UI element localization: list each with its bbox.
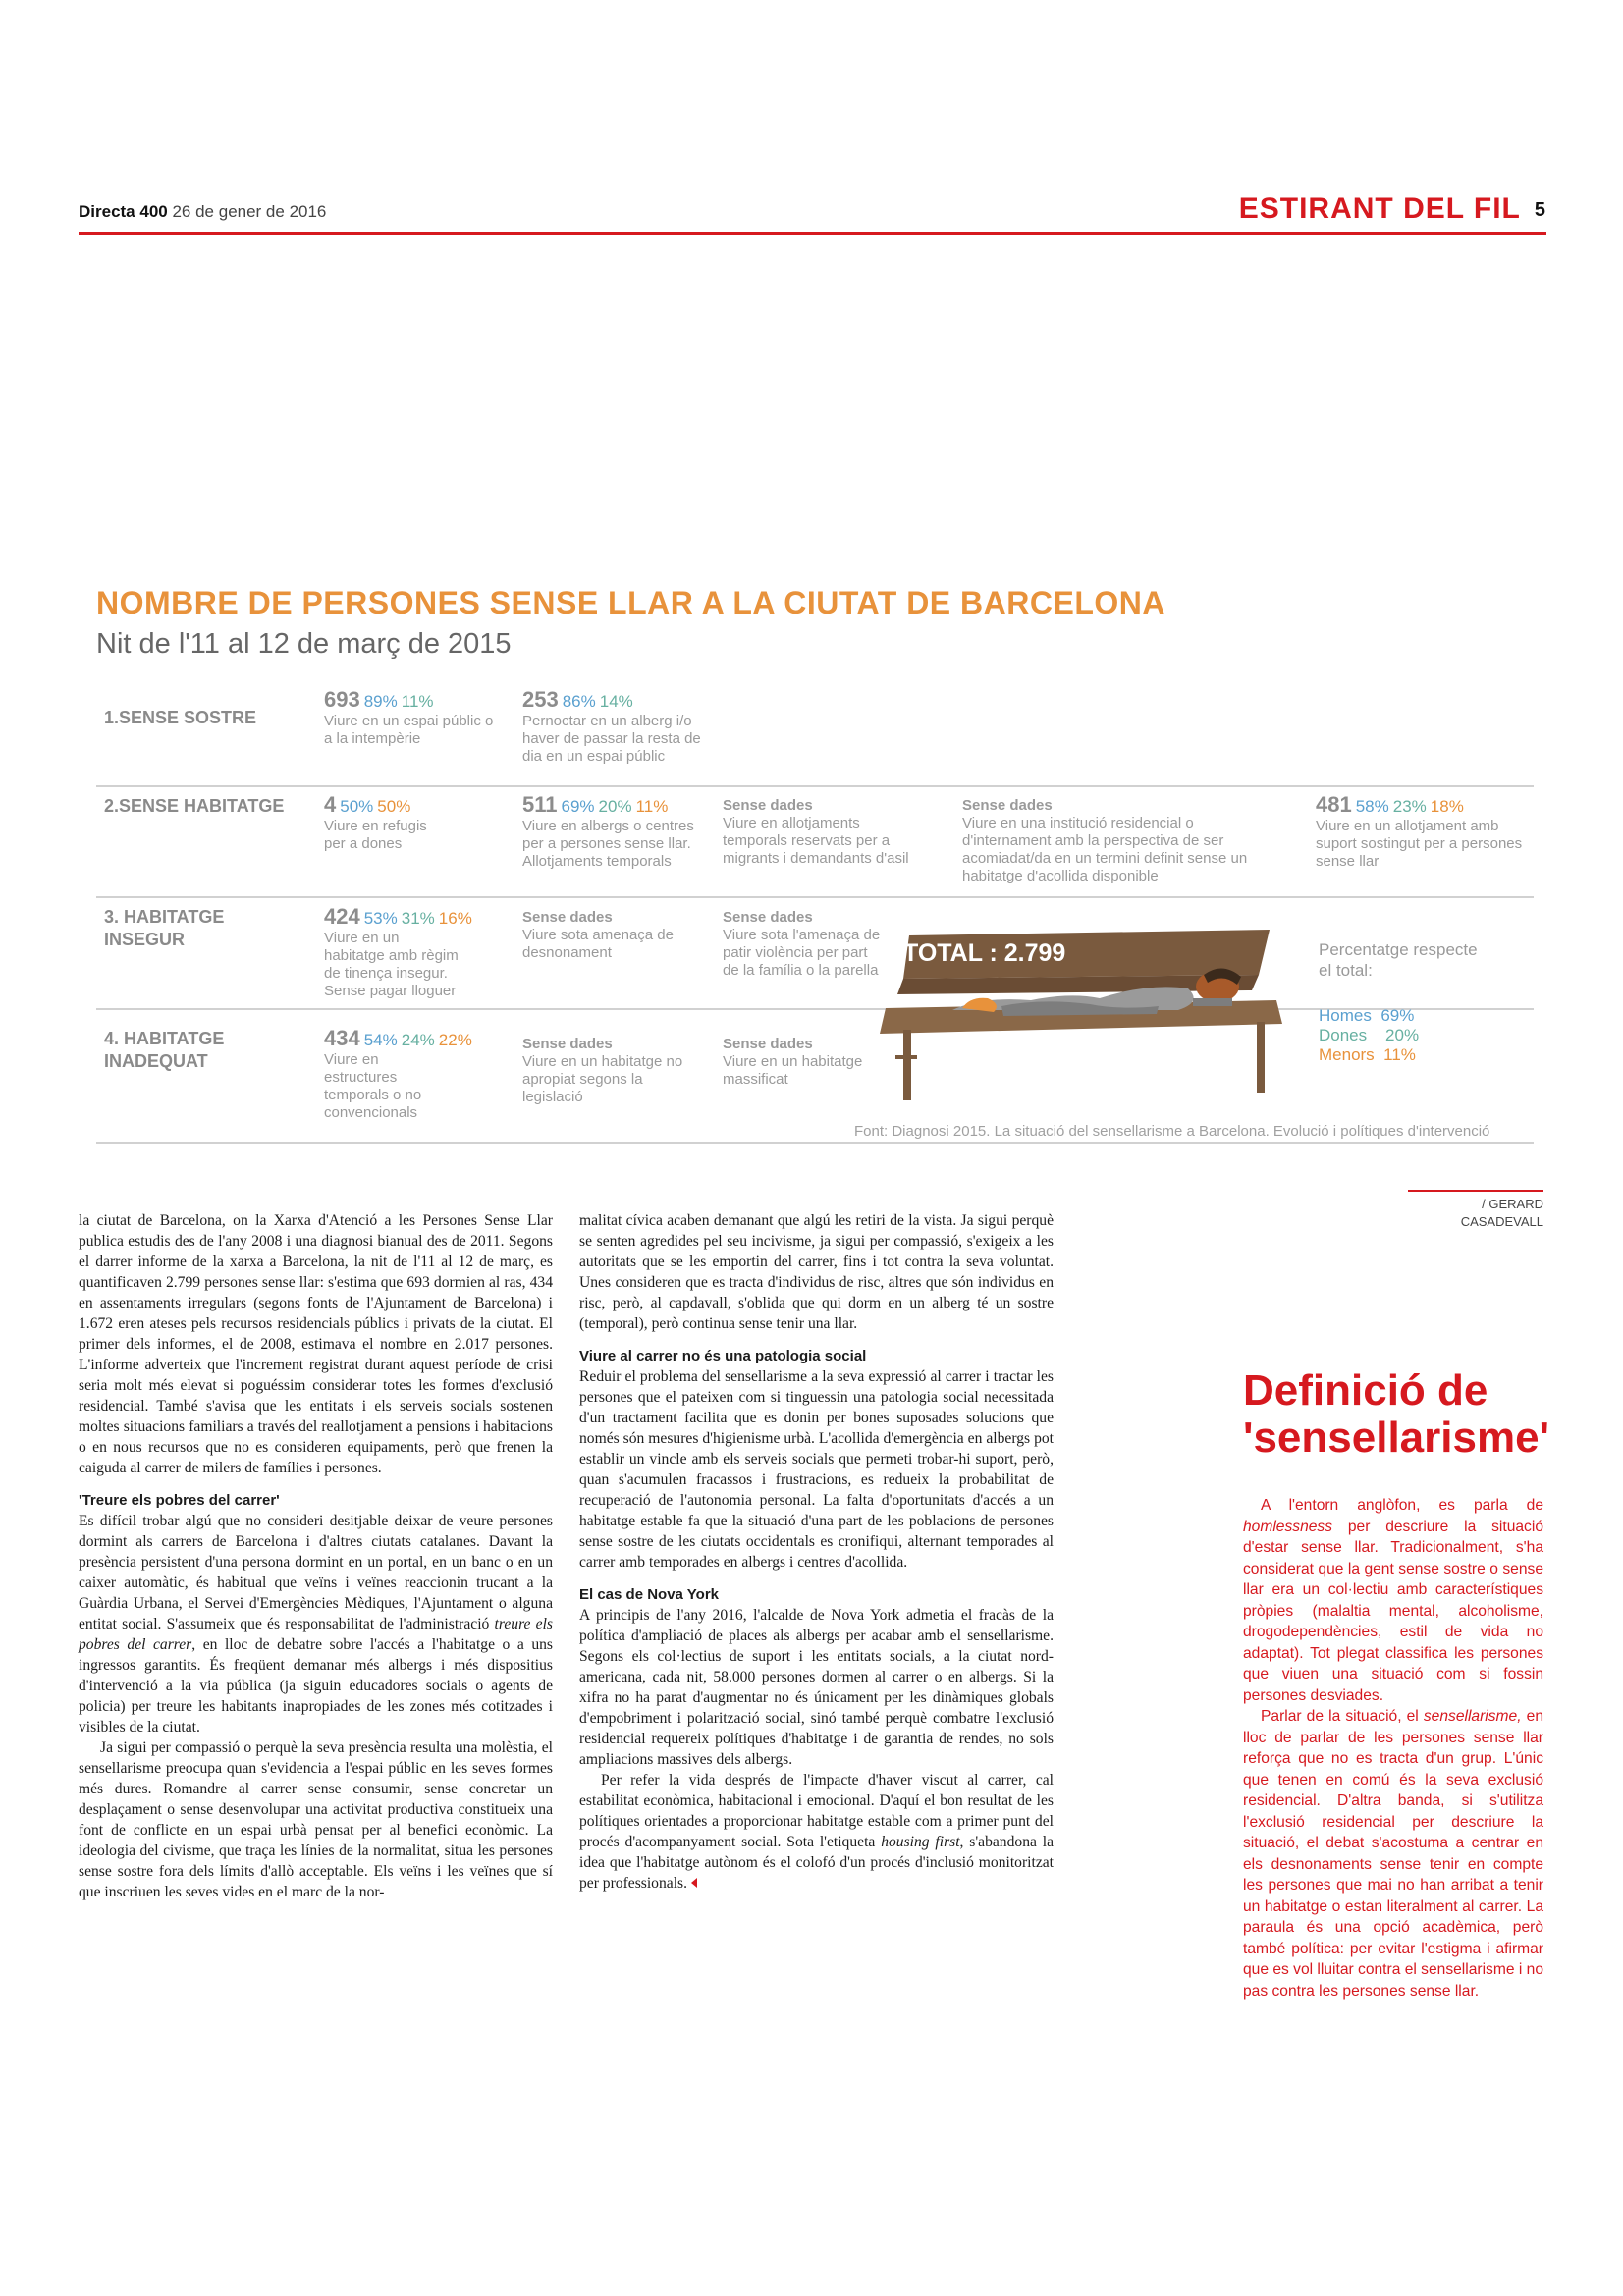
publication-name: Directa 400 [79, 202, 168, 221]
paragraph-text: Parlar de la situació, el [1261, 1708, 1419, 1725]
cell-number: 481 [1316, 792, 1352, 817]
section-title [1239, 192, 1546, 226]
row-divider [96, 896, 1534, 898]
pct-women-value: 20% [1385, 1026, 1420, 1044]
masthead [79, 202, 326, 222]
cell-number: 693 [324, 687, 360, 712]
cell-text: Viure en un habitatge no apropiat segons la legislació [522, 1053, 683, 1105]
pct-men-row [1319, 1006, 1414, 1026]
sidebar-title-line: 'sensellarisme' [1243, 1414, 1550, 1462]
pct-women: 24% [401, 1031, 435, 1049]
pct-women: 31% [401, 909, 435, 928]
pct-minors-row [1319, 1045, 1416, 1065]
pct-women: 11% [401, 692, 434, 711]
pct-men: 69% [561, 797, 595, 816]
bench-armrest [895, 1055, 917, 1059]
row1-cell2 [522, 687, 709, 766]
percentage-label: Percentatge respecte el total: [1319, 940, 1478, 980]
paragraph: Ja sigui per compassió o perquè la seva presència resulta una molèstia, el sensellarisme preocupa quan s'evidencia a l'espai públic en les seves formes més dures. Romandre al carrer sense consumir, sense concretar un desplaçament o sense desenvolupar una activitat productiva constitueix una font de conflicte en un espai urbà pensat per al benefici econòmic. La ideologia del civisme, que traça les línies de la normalitat, situa les persones sense sostre fora dels límits d'allò acceptable. Els veïns i les veïnes que sí que inscriuen les seves vides en el marc de la nor- [79, 1739, 553, 1900]
pct-women: 23% [1392, 797, 1427, 816]
pct-men: 54% [363, 1031, 398, 1049]
credit-rule [1408, 1190, 1543, 1192]
pct-women: 20% [598, 797, 632, 816]
cell-title: Sense dades [962, 797, 1053, 814]
paragraph: la ciutat de Barcelona, on la Xarxa d'Atenció a les Persones Sense Llar publica estudis des de l'any 2008 i una diagnosi bianual des de 2011. Segons el darrer informe de la xarxa a Barcelona, la nit de l'11 al 12 de març, es quantificaven 2.799 persones sense llar: s'estima que 693 dormien al ras, 434 en assentaments irregulars (segons fonts de l'Ajuntament de Barcelona) i 1.672 eren ateses pels recursos residencials públics i privats de la ciutat. El primer dels informes, el de 2008, estimava el nombre en 2.017 persones. L'informe adverteix que l'increment registrat durant aquest període de crisi seria molt més elevat si poguéssim considerar totes les formes d'exclusió residencial. També s'avisa que les entitats i els serveis socials sostenen moltes situacions familiars a través del reallotjament a pensions i habitacions o en nous recursos que no es consideren equipaments, però que frenen la caiguda al carrer de milers de famílies i persones. [79, 1212, 553, 1476]
bench-leg [903, 1030, 911, 1100]
cell-text: Viure en una institució residencial o d'internament amb la perspectiva de ser acomiadat/da en un termini definit sense un habitatge d'acollida disponible [962, 815, 1248, 884]
infographic-subtitle: Nit de l'11 al 12 de març de 2015 [96, 628, 512, 660]
sidebar-title-line: Definició de [1243, 1366, 1488, 1415]
cell-text: Viure sota l'amenaça de patir violència per part de la família o la parella [723, 927, 881, 979]
total-count: TOTAL : 2.799 [903, 939, 1066, 967]
row2-label: 2.SENSE HABITATGE [104, 796, 285, 816]
pct-men: 86% [562, 692, 596, 711]
cell-text: Viure sota amenaça de desnonament [522, 927, 674, 961]
row3-label: 3. HABITATGE INSEGUR [104, 907, 225, 949]
paragraph-text: A l'entorn anglòfon, es parla de [1261, 1497, 1543, 1514]
subheading: El cas de Nova York [579, 1586, 720, 1603]
article-column-1 [79, 1210, 553, 1902]
cell-text: Viure en un allotjament amb suport sostingut per a persones sense llar [1316, 818, 1523, 870]
pct-minors: 18% [1430, 797, 1464, 816]
infographic-bottom-rule [96, 1142, 1534, 1144]
photo-credit: / GERARD CASADEVALL [1460, 1197, 1543, 1229]
row-divider [96, 785, 1534, 787]
sleeping-figure-arm [1193, 998, 1232, 1006]
bench-illustration [864, 908, 1296, 1104]
infographic-title: NOMBRE DE PERSONES SENSE LLAR A LA CIUTAT DE BARCELONA [96, 585, 1165, 620]
cell-text: Viure en estructures temporals o no convencionals [324, 1051, 422, 1121]
cell-text: Viure en un habitatge massificat [723, 1053, 863, 1088]
cell-number: 434 [324, 1026, 360, 1050]
row1-cell1 [324, 687, 501, 748]
pct-minors: 11% [635, 797, 669, 816]
paragraph-text: Per refer la vida després de l'impacte d'haver viscut al carrer, cal estabilitat econòmica, habitacional i emocional. D'aquí el bon resultat de les polítiques orientades a proporcionar habitatge estable com a primer punt del procés d'acompanyament social. Sota l'etiqueta [579, 1772, 1054, 1850]
pct-women-row [1319, 1026, 1419, 1045]
paragraph-text: en lloc de parlar de les persones sense llar reforça que no es tracta d'un grup. L'únic que tenen en comú és la seva exclusió residencial. D'altra banda, si s'utilitza l'exclusió residencial per descriure la situació, el debat s'acostuma a centrar en els desnonaments sense tenir en compte les persones que mai no han arribat a tenir un habitatge o estan literalment al carrer. La paraula és una opció acadèmica, però també política: per evitar l'estigma i afirmar que es vol lluitar contra el sensellarisme i no pas contra les persones sense llar. [1243, 1708, 1543, 2000]
row3-cell2 [522, 909, 679, 962]
paragraph [79, 1511, 553, 1737]
pct-men: 58% [1355, 797, 1389, 816]
paragraph [1243, 1495, 1543, 1706]
sidebar-title [1243, 1367, 1549, 1462]
pct-women-label: Dones [1319, 1026, 1368, 1044]
subheading: Viure al carrer no és una patologia social [579, 1348, 867, 1364]
cell-number: 4 [324, 792, 337, 817]
row2-cell5 [1316, 792, 1542, 871]
cell-title: Sense dades [723, 797, 813, 814]
emphasis: treure els pobres del carrer [79, 1616, 554, 1653]
paragraph: Reduir el problema del sensellarisme a la seva expressió al carrer i tractar les persones que el pateixen com si tinguessin una patologia social necessitada d'un tractament facilita que es donin per bones suposades solucions que només són mesures d'higienisme urbà. L'acollida d'emergència en albergs pot establir un vincle amb els serveis socials que permeti trobar-hi suport, però, quan s'acumulen fracassos i frustracions, es redueix la probabilitat de recuperació de l'autonomia personal. La falta d'oportunitats d'accés a un habitatge estable fa que la situació d'una part de les poblacions de persones sense sostre de les ciutats occidentals es cronifiqui, alternant temporades al carrer amb temporades en albergs i centres d'acollida. [579, 1368, 1054, 1571]
cell-title: Sense dades [723, 909, 813, 926]
cell-number: 511 [522, 792, 558, 817]
row3-cell3 [723, 909, 885, 980]
emphasis: housing first [881, 1834, 960, 1850]
page-number: 5 [1534, 198, 1546, 221]
pct-minors: 22% [438, 1031, 472, 1049]
cell-text: Viure en un habitatge amb règim de tinença insegur. Sense pagar lloguer [324, 930, 459, 999]
emphasis: homlessness [1243, 1518, 1333, 1535]
subheading: 'Treure els pobres del carrer' [79, 1492, 280, 1509]
pct-men-label: Homes [1319, 1006, 1372, 1025]
cell-text: Viure en albergs o centres per a persones sense llar. Allotjaments temporals [522, 818, 694, 870]
paragraph-text: Es difícil trobar algú que no consideri desitjable deixar de veure persones dormint als carrers de Barcelona i d'altres ciutats catalanes. Davant la presència persistent d'una persona dormint en un portal, en un banc o en un caixer automàtic, és habitual que veïns i veïnes reaccionin trucant a la Guàrdia Urbana, el Servei d'Emergències Mèdiques, l'Ajuntament o alguna entitat social. S'assumeix que és responsabilitat de l'administració [79, 1513, 553, 1632]
pct-men: 53% [363, 909, 398, 928]
row4-cell2 [522, 1036, 689, 1106]
row4-cell1 [324, 1026, 520, 1122]
paragraph [579, 1770, 1054, 1894]
issue-date: 26 de gener de 2016 [172, 202, 327, 221]
cell-title: Sense dades [522, 909, 613, 926]
cell-text: Pernoctar en un alberg i/o haver de passar la resta de dia en un espai públic [522, 713, 701, 765]
pct-minors: 16% [438, 909, 472, 928]
pct-men-value: 69% [1380, 1006, 1415, 1025]
row2-cell1 [324, 792, 452, 853]
pct-women: 14% [599, 692, 633, 711]
row1-label: 1.SENSE SOSTRE [104, 708, 257, 727]
pct-minors-value: 11% [1383, 1045, 1416, 1064]
paragraph: malitat cívica acaben demanant que algú les retiri de la vista. Ja sigui perquè se senten agredides pel seu incivisme, ja sigui per compassió, s'exigeix a les autoritats que se les emportin del carrer, fins i tot contra la seva voluntat. Unes consideren que es tracta d'individus de risc, altres que són individus en risc, però, al capdavall, s'oblida que qui dorm en un alberg té un sostre (temporal), però continua sense tenir una llar. [579, 1212, 1054, 1332]
cell-number: 253 [522, 687, 559, 712]
row2-cell4 [962, 797, 1271, 885]
pct-men: 89% [363, 692, 398, 711]
paragraph: A principis de l'any 2016, l'alcalde de Nova York admetia el fracàs de la política d'ampliació de places als albergs per acabar amb el sensellarisme. Segons els col·lectius de suport i les entitats socials, a la ciutat nord-americana, cada nit, 58.000 persones dormen al carrer o en albergs. Si la xifra no ha parat d'augmentar no és únicament per les dinàmiques globals d'empobriment i polarització social, sinó també perquè combatre l'exclusió residencial requereix polítiques d'habitatge i de garantia de rendes, no sols ampliacions massives dels albergs. [579, 1607, 1054, 1768]
cell-text: Viure en un espai públic o a la intempèrie [324, 713, 494, 747]
article-column-2 [579, 1210, 1054, 1894]
pct-minors-label: Menors [1319, 1045, 1375, 1064]
row4-label: 4. HABITATGE INADEQUAT [104, 1029, 225, 1071]
section-name: ESTIRANT DEL FIL [1238, 192, 1521, 225]
emphasis: sensellarisme, [1423, 1708, 1522, 1725]
end-mark-icon [691, 1878, 697, 1888]
paragraph-text: per descriure la situació d'estar sense llar. Tradicionalment, s'ha considerat que la gent sense sostre o sense llar era un col·lectiu amb característiques pròpies (malaltia mental, alcoholisme, drogodependències, estil de vida no adaptat). Tot plegat classifica les persones que viuen una situació com si fossin persones desviades. [1243, 1518, 1543, 1704]
cell-number: 424 [324, 904, 360, 929]
header-rule [79, 232, 1546, 235]
cell-title: Sense dades [522, 1036, 613, 1052]
bench-leg [1257, 1022, 1265, 1093]
paragraph-text: , s'abandona la idea que l'habitatge autònom és el colofó d'un procés d'inclusió monitoritzat per professionals. [579, 1834, 1055, 1892]
pct-men: 50% [340, 797, 374, 816]
cell-text: Viure en allotjaments temporals reservats per a migrants i demandants d'asil [723, 815, 909, 867]
paragraph [1243, 1706, 1543, 2002]
sidebar-body [1243, 1495, 1543, 2002]
paragraph-text: , en lloc de debatre sobre l'accés a l'habitatge o a uns ingressos garantits. És freqüent demanar més albergs i més dispositius d'intervenció a la via pública (ja siguin educadores socials o agents de policia) per treure les habitants inapropiades de les zones més cotitzades i visibles de la ciutat. [79, 1636, 553, 1735]
row3-cell1 [324, 904, 501, 1000]
infographic-source: Font: Diagnosi 2015. La situació del sensellarisme a Barcelona. Evolució i polítiques d'intervenció [854, 1123, 1490, 1140]
row2-cell3 [723, 797, 919, 868]
cell-title: Sense dades [723, 1036, 813, 1052]
pct-women: 50% [377, 797, 411, 816]
row2-cell2 [522, 792, 709, 871]
cell-text: Viure en refugis per a dones [324, 818, 427, 852]
